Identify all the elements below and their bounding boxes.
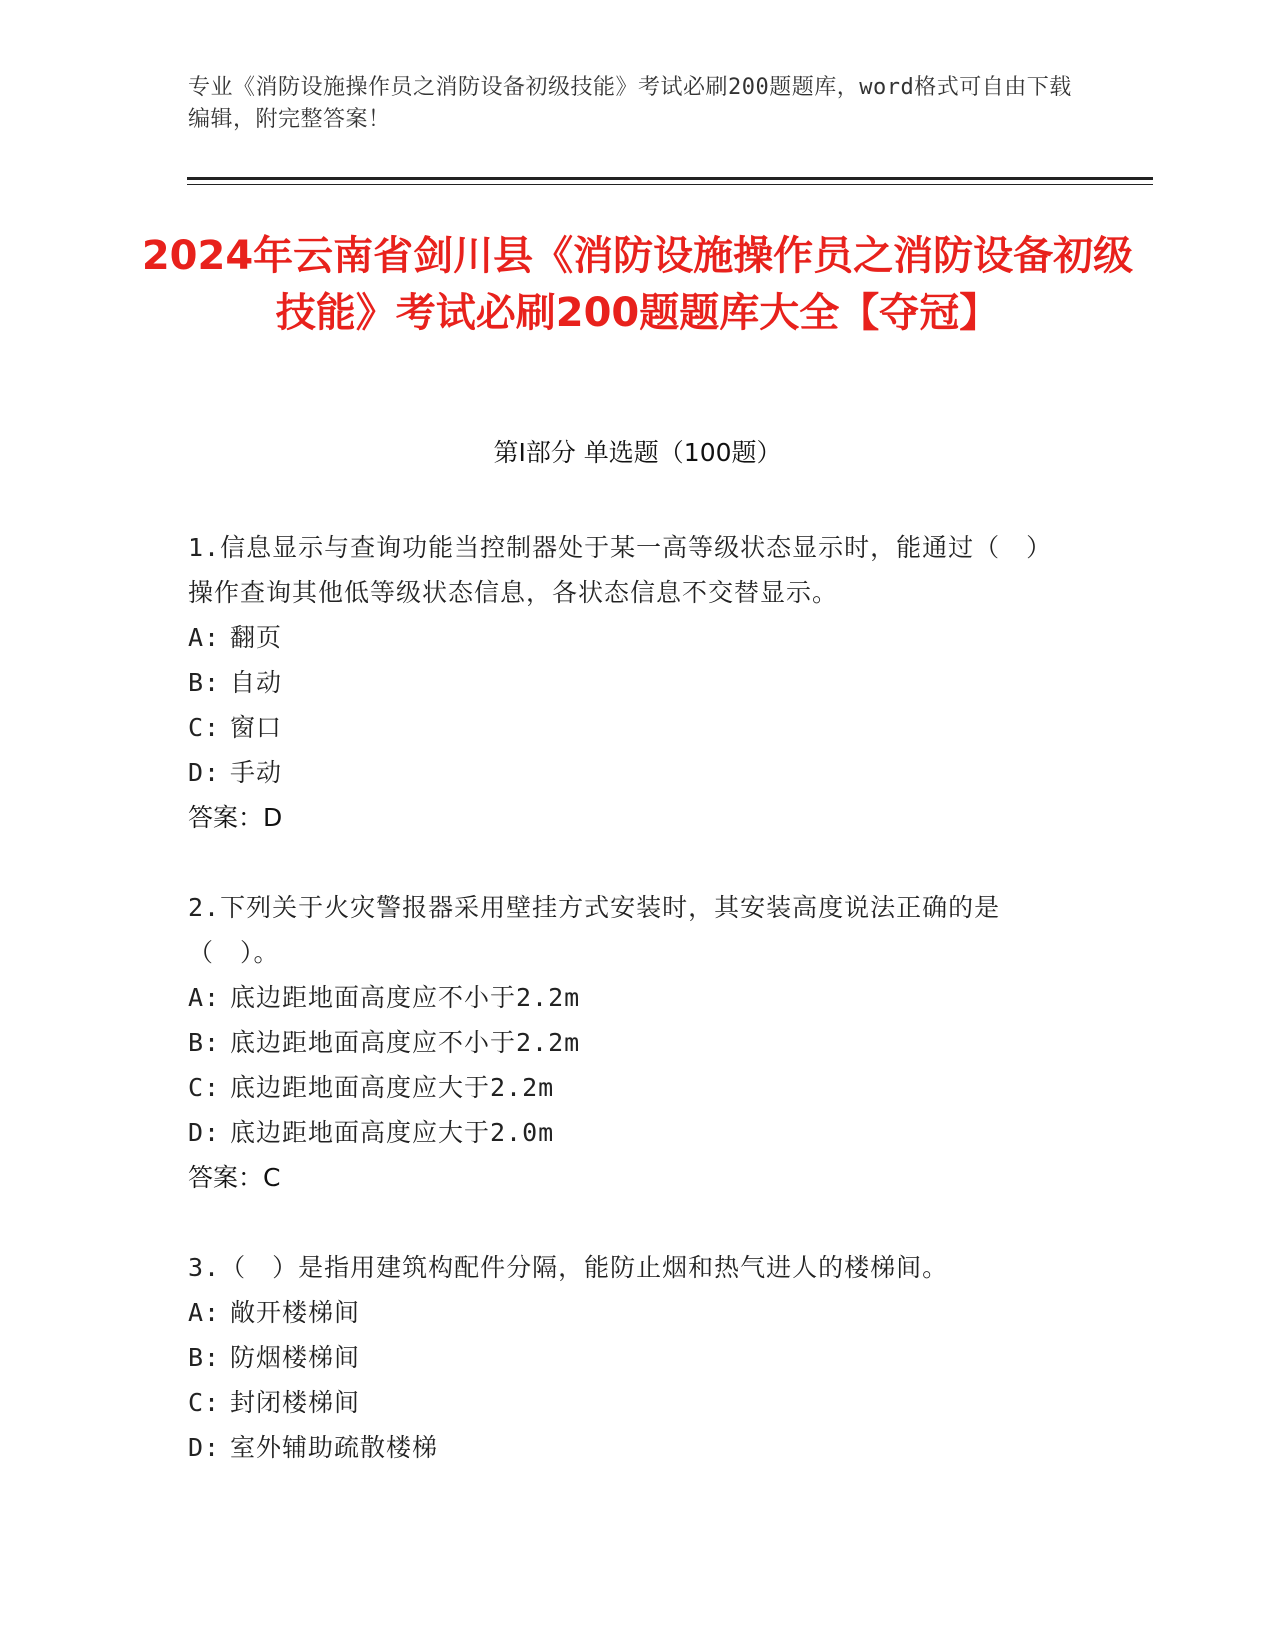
option-text: 底边距地面高度应大于2.0m <box>230 1118 555 1147</box>
option-a <box>188 615 1068 660</box>
question-3 <box>188 1245 1068 1470</box>
option-b <box>188 1020 1068 1065</box>
option-c <box>188 705 1068 750</box>
option-text: 室外辅助疏散楼梯 <box>230 1433 439 1462</box>
option-a <box>188 975 1068 1020</box>
option-text: 底边距地面高度应不小于2.2m <box>230 1028 581 1057</box>
question-1 <box>188 525 1068 840</box>
header-divider-thick <box>187 177 1153 180</box>
option-key: C: <box>188 1388 221 1417</box>
option-d <box>188 750 1068 795</box>
header-note: 专业《消防设施操作员之消防设备初级技能》考试必刷200题题库，word格式可自由下载编辑，附完整答案！ <box>188 75 1072 132</box>
option-key: B: <box>188 668 221 697</box>
option-text: 翻页 <box>230 623 283 652</box>
header-divider-thin <box>187 184 1153 185</box>
question-2 <box>188 885 1068 1200</box>
option-text: 手动 <box>230 758 283 787</box>
option-d <box>188 1425 1068 1470</box>
option-key: B: <box>188 1343 221 1372</box>
option-key: C: <box>188 1073 221 1102</box>
document-title: 2024年云南省剑川县《消防设施操作员之消防设备初级技能》考试必刷200题题库大全【夺冠】 <box>141 233 1134 336</box>
question-stem: 3.（ ）是指用建筑构配件分隔，能防止烟和热气进人的楼梯间。 <box>188 1253 949 1282</box>
option-text: 自动 <box>230 668 283 697</box>
option-text: 窗口 <box>230 713 283 742</box>
option-key: B: <box>188 1028 221 1057</box>
section-heading: 第I部分 单选题（100题） <box>493 438 782 467</box>
answer: 答案：C <box>188 1163 281 1192</box>
answer: 答案：D <box>188 803 283 832</box>
option-d <box>188 1110 1068 1155</box>
option-b <box>188 1335 1068 1380</box>
option-text: 防烟楼梯间 <box>230 1343 361 1372</box>
option-c <box>188 1065 1068 1110</box>
option-key: A: <box>188 623 221 652</box>
option-key: A: <box>188 1298 221 1327</box>
option-key: D: <box>188 1433 221 1462</box>
option-a <box>188 1290 1068 1335</box>
option-key: D: <box>188 758 221 787</box>
option-text: 敞开楼梯间 <box>230 1298 361 1327</box>
option-text: 底边距地面高度应不小于2.2m <box>230 983 581 1012</box>
option-key: A: <box>188 983 221 1012</box>
option-text: 封闭楼梯间 <box>230 1388 361 1417</box>
option-text: 底边距地面高度应大于2.2m <box>230 1073 555 1102</box>
option-key: D: <box>188 1118 221 1147</box>
option-c <box>188 1380 1068 1425</box>
question-stem: 2.下列关于火灾警报器采用壁挂方式安装时，其安装高度说法正确的是（ ）。 <box>188 893 1001 967</box>
option-b <box>188 660 1068 705</box>
question-stem: 1.信息显示与查询功能当控制器处于某一高等级状态显示时，能通过（ ）操作查询其他低等级状态信息，各状态信息不交替显示。 <box>188 533 1053 607</box>
option-key: C: <box>188 713 221 742</box>
